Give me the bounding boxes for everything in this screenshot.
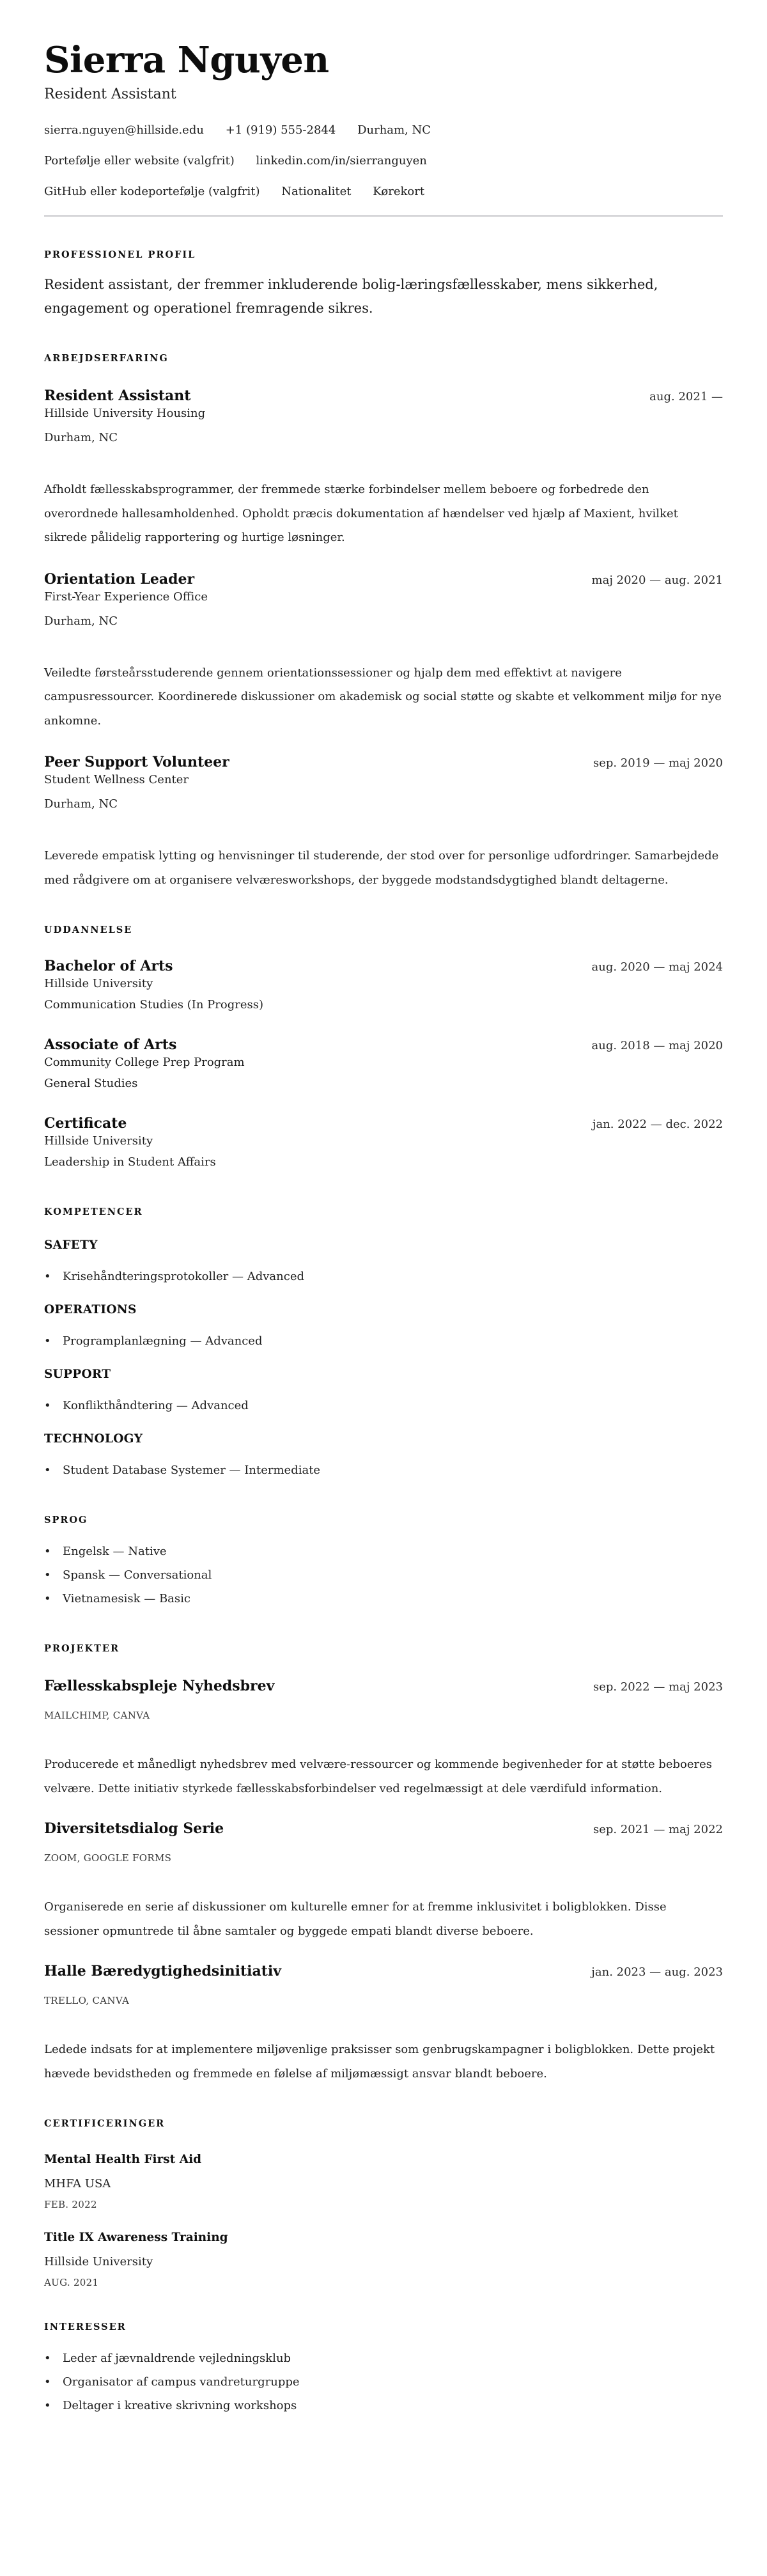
education-entry bbox=[44, 1114, 723, 1174]
skill-category: SUPPORT bbox=[44, 1368, 111, 1381]
job-title: Peer Support Volunteer bbox=[44, 754, 229, 770]
skill-item: • Konflikthåndtering — Advanced bbox=[44, 1394, 723, 1417]
certification-date: FEB. 2022 bbox=[44, 2199, 97, 2210]
skill-category: SAFETY bbox=[44, 1238, 98, 1252]
project-entry bbox=[44, 1962, 723, 2086]
skill-category: OPERATIONS bbox=[44, 1303, 137, 1316]
certification-entry bbox=[44, 2230, 723, 2289]
candidate-title: Resident Assistant bbox=[44, 86, 176, 102]
project-title: Fællesskabspleje Nyhedsbrev bbox=[44, 1678, 275, 1694]
interest-item: • Deltager i kreative skrivning workshops bbox=[44, 2394, 723, 2417]
certification-title: Title IX Awareness Training bbox=[44, 2231, 228, 2244]
project-description: Ledede indsats for at implementere miljøvenlige praksisser som genbrugskampagner i boligblokken. Dette projekt hævede bevidstheden og fremmede en følelse af miljømæssigt ansvar blandt beboere. bbox=[44, 2043, 715, 2080]
job-description: Afholdt fællesskabsprogrammer, der fremmede stærke forbindelser mellem beboere og forbedrede den overordnede hallesamholdenhed. Opholdt præcis dokumentation af hændelser ved hjælp af Maxient, hvilket sikrede pålidelig rapportering og hurtige løsninger. bbox=[44, 483, 678, 544]
header-divider bbox=[44, 215, 723, 217]
education-dates: jan. 2022 — dec. 2022 bbox=[592, 1118, 723, 1131]
field-of-study: Leadership in Student Affairs bbox=[44, 1155, 216, 1169]
certification-title: Mental Health First Aid bbox=[44, 2153, 202, 2166]
portfolio-link[interactable]: Portefølje eller website (valgfrit) bbox=[44, 154, 235, 168]
language-item: • Engelsk — Native bbox=[44, 1540, 723, 1563]
job-location: Durham, NC bbox=[44, 431, 118, 444]
job-title: Orientation Leader bbox=[44, 570, 195, 588]
certification-entry bbox=[44, 2152, 723, 2211]
drivers-license: Kørekort bbox=[373, 185, 425, 198]
education-dates: aug. 2018 — maj 2020 bbox=[591, 1039, 723, 1052]
degree: Certificate bbox=[44, 1115, 127, 1132]
projects-section bbox=[44, 1643, 723, 2086]
email-link[interactable]: sierra.nguyen@hillside.edu bbox=[44, 123, 204, 137]
degree: Associate of Arts bbox=[44, 1036, 177, 1053]
github-link[interactable]: GitHub eller kodeportefølje (valgfrit) bbox=[44, 185, 260, 198]
job-dates: aug. 2021 — bbox=[649, 390, 723, 403]
project-description: Producerede et månedligt nyhedsbrev med velvære-ressourcer og kommende begivenheder for at støtte beboeres velvære. Dette initiativ styrkede fællesskabsforbindelser ved regelmæssigt at dele værdifuld information. bbox=[44, 1758, 713, 1795]
job-location: Durham, NC bbox=[44, 614, 118, 628]
project-title: Diversitetsdialog Serie bbox=[44, 1820, 224, 1837]
education-dates: aug. 2020 — maj 2024 bbox=[591, 960, 723, 974]
section-heading: INTERESSER bbox=[44, 2322, 127, 2332]
project-dates: sep. 2021 — maj 2022 bbox=[593, 1823, 723, 1836]
project-title: Halle Bæredygtighedsinitiativ bbox=[44, 1963, 282, 1979]
experience-entry bbox=[44, 570, 723, 733]
job-dates: maj 2020 — aug. 2021 bbox=[591, 573, 723, 587]
project-dates: sep. 2022 — maj 2023 bbox=[593, 1680, 723, 1694]
interest-item: • Organisator af campus vandreturgruppe bbox=[44, 2370, 723, 2394]
project-description: Organiserede en serie af diskussioner om kulturelle emner for at fremme inklusivitet i boligblokken. Disse sessioner opmuntrede til åbne samtaler og byggede empati blandt diverse beboere. bbox=[44, 1900, 667, 1938]
experience-entry bbox=[44, 387, 723, 550]
job-title: Resident Assistant bbox=[44, 387, 191, 404]
degree: Bachelor of Arts bbox=[44, 958, 173, 974]
certification-issuer: Hillside University bbox=[44, 2255, 153, 2268]
linkedin-link[interactable]: linkedin.com/in/sierranguyen bbox=[256, 154, 427, 168]
skill-item: • Krisehåndteringsprotokoller — Advanced bbox=[44, 1265, 723, 1288]
interests-section bbox=[44, 2321, 723, 2417]
nationality: Nationalitet bbox=[281, 185, 352, 198]
section-heading: SPROG bbox=[44, 1515, 88, 1526]
contact-row bbox=[44, 184, 723, 199]
phone-number[interactable]: +1 (919) 555-2844 bbox=[225, 123, 336, 137]
education-section bbox=[44, 924, 723, 1174]
profile-summary: Resident assistant, der fremmer inkluderende bolig-læringsfællesskaber, mens sikkerhed, engagement og operationel fremragende sikres. bbox=[44, 277, 658, 316]
section-heading: CERTIFICERINGER bbox=[44, 2118, 166, 2129]
location: Durham, NC bbox=[357, 123, 431, 137]
section-heading: PROJEKTER bbox=[44, 1643, 120, 1654]
employer: Student Wellness Center bbox=[44, 773, 189, 786]
language-item: • Vietnamesisk — Basic bbox=[44, 1587, 723, 1611]
project-tech: ZOOM, GOOGLE FORMS bbox=[44, 1852, 172, 1864]
employer: Hillside University Housing bbox=[44, 407, 206, 420]
section-heading: KOMPETENCER bbox=[44, 1206, 143, 1217]
section-heading: ARBEJDSERFARING bbox=[44, 353, 169, 364]
school: Community College Prep Program bbox=[44, 1056, 245, 1069]
school: Hillside University bbox=[44, 977, 153, 990]
resume-header bbox=[44, 37, 723, 217]
skill-item: • Programplanlægning — Advanced bbox=[44, 1329, 723, 1353]
project-tech: TRELLO, CANVA bbox=[44, 1995, 130, 2006]
certifications-section bbox=[44, 2118, 723, 2289]
project-entry bbox=[44, 1677, 723, 1800]
experience-section bbox=[44, 352, 723, 892]
contact-row bbox=[44, 123, 723, 138]
job-description: Veiledte førsteårsstuderende gennem orientationssessioner og hjalp dem med effektivt at navigere campusressourcer. Koordinerede diskussioner om akademisk og social støtte og skabte et velkomment miljø for nye ankomne. bbox=[44, 666, 722, 728]
experience-entry bbox=[44, 753, 723, 892]
education-entry bbox=[44, 1036, 723, 1095]
section-heading: PROFESSIONEL PROFIL bbox=[44, 249, 196, 260]
interest-item: • Leder af jævnaldrende vejledningsklub bbox=[44, 2346, 723, 2370]
contact-info bbox=[44, 123, 723, 199]
language-item: • Spansk — Conversational bbox=[44, 1563, 723, 1587]
education-entry bbox=[44, 957, 723, 1017]
field-of-study: Communication Studies (In Progress) bbox=[44, 998, 263, 1011]
certification-date: AUG. 2021 bbox=[44, 2277, 99, 2288]
languages-section bbox=[44, 1514, 723, 1611]
job-dates: sep. 2019 — maj 2020 bbox=[593, 756, 723, 770]
skill-category: TECHNOLOGY bbox=[44, 1432, 143, 1446]
school: Hillside University bbox=[44, 1134, 153, 1148]
skill-item: • Student Database Systemer — Intermediate bbox=[44, 1458, 723, 1482]
job-location: Durham, NC bbox=[44, 797, 118, 811]
certification-issuer: MHFA USA bbox=[44, 2177, 111, 2190]
skill-group bbox=[44, 1302, 723, 1353]
skill-group bbox=[44, 1432, 723, 1482]
field-of-study: General Studies bbox=[44, 1077, 138, 1090]
skill-group bbox=[44, 1367, 723, 1417]
employer: First-Year Experience Office bbox=[44, 589, 208, 604]
job-description: Leverede empatisk lytting og henvisninger til studerende, der stod over for personlige udfordringer. Samarbejdede med rådgivere om at organisere velværesworkshops, der byggede modstandsdygtighed blandt deltagerne. bbox=[44, 849, 719, 887]
project-tech: MAILCHIMP, CANVA bbox=[44, 1710, 150, 1721]
candidate-name: Sierra Nguyen bbox=[44, 39, 329, 81]
project-dates: jan. 2023 — aug. 2023 bbox=[591, 1965, 723, 1979]
skill-group bbox=[44, 1238, 723, 1288]
project-entry bbox=[44, 1820, 723, 1943]
profile-section bbox=[44, 249, 723, 320]
contact-row bbox=[44, 153, 723, 169]
skills-section bbox=[44, 1206, 723, 1482]
section-heading: UDDANNELSE bbox=[44, 925, 133, 935]
